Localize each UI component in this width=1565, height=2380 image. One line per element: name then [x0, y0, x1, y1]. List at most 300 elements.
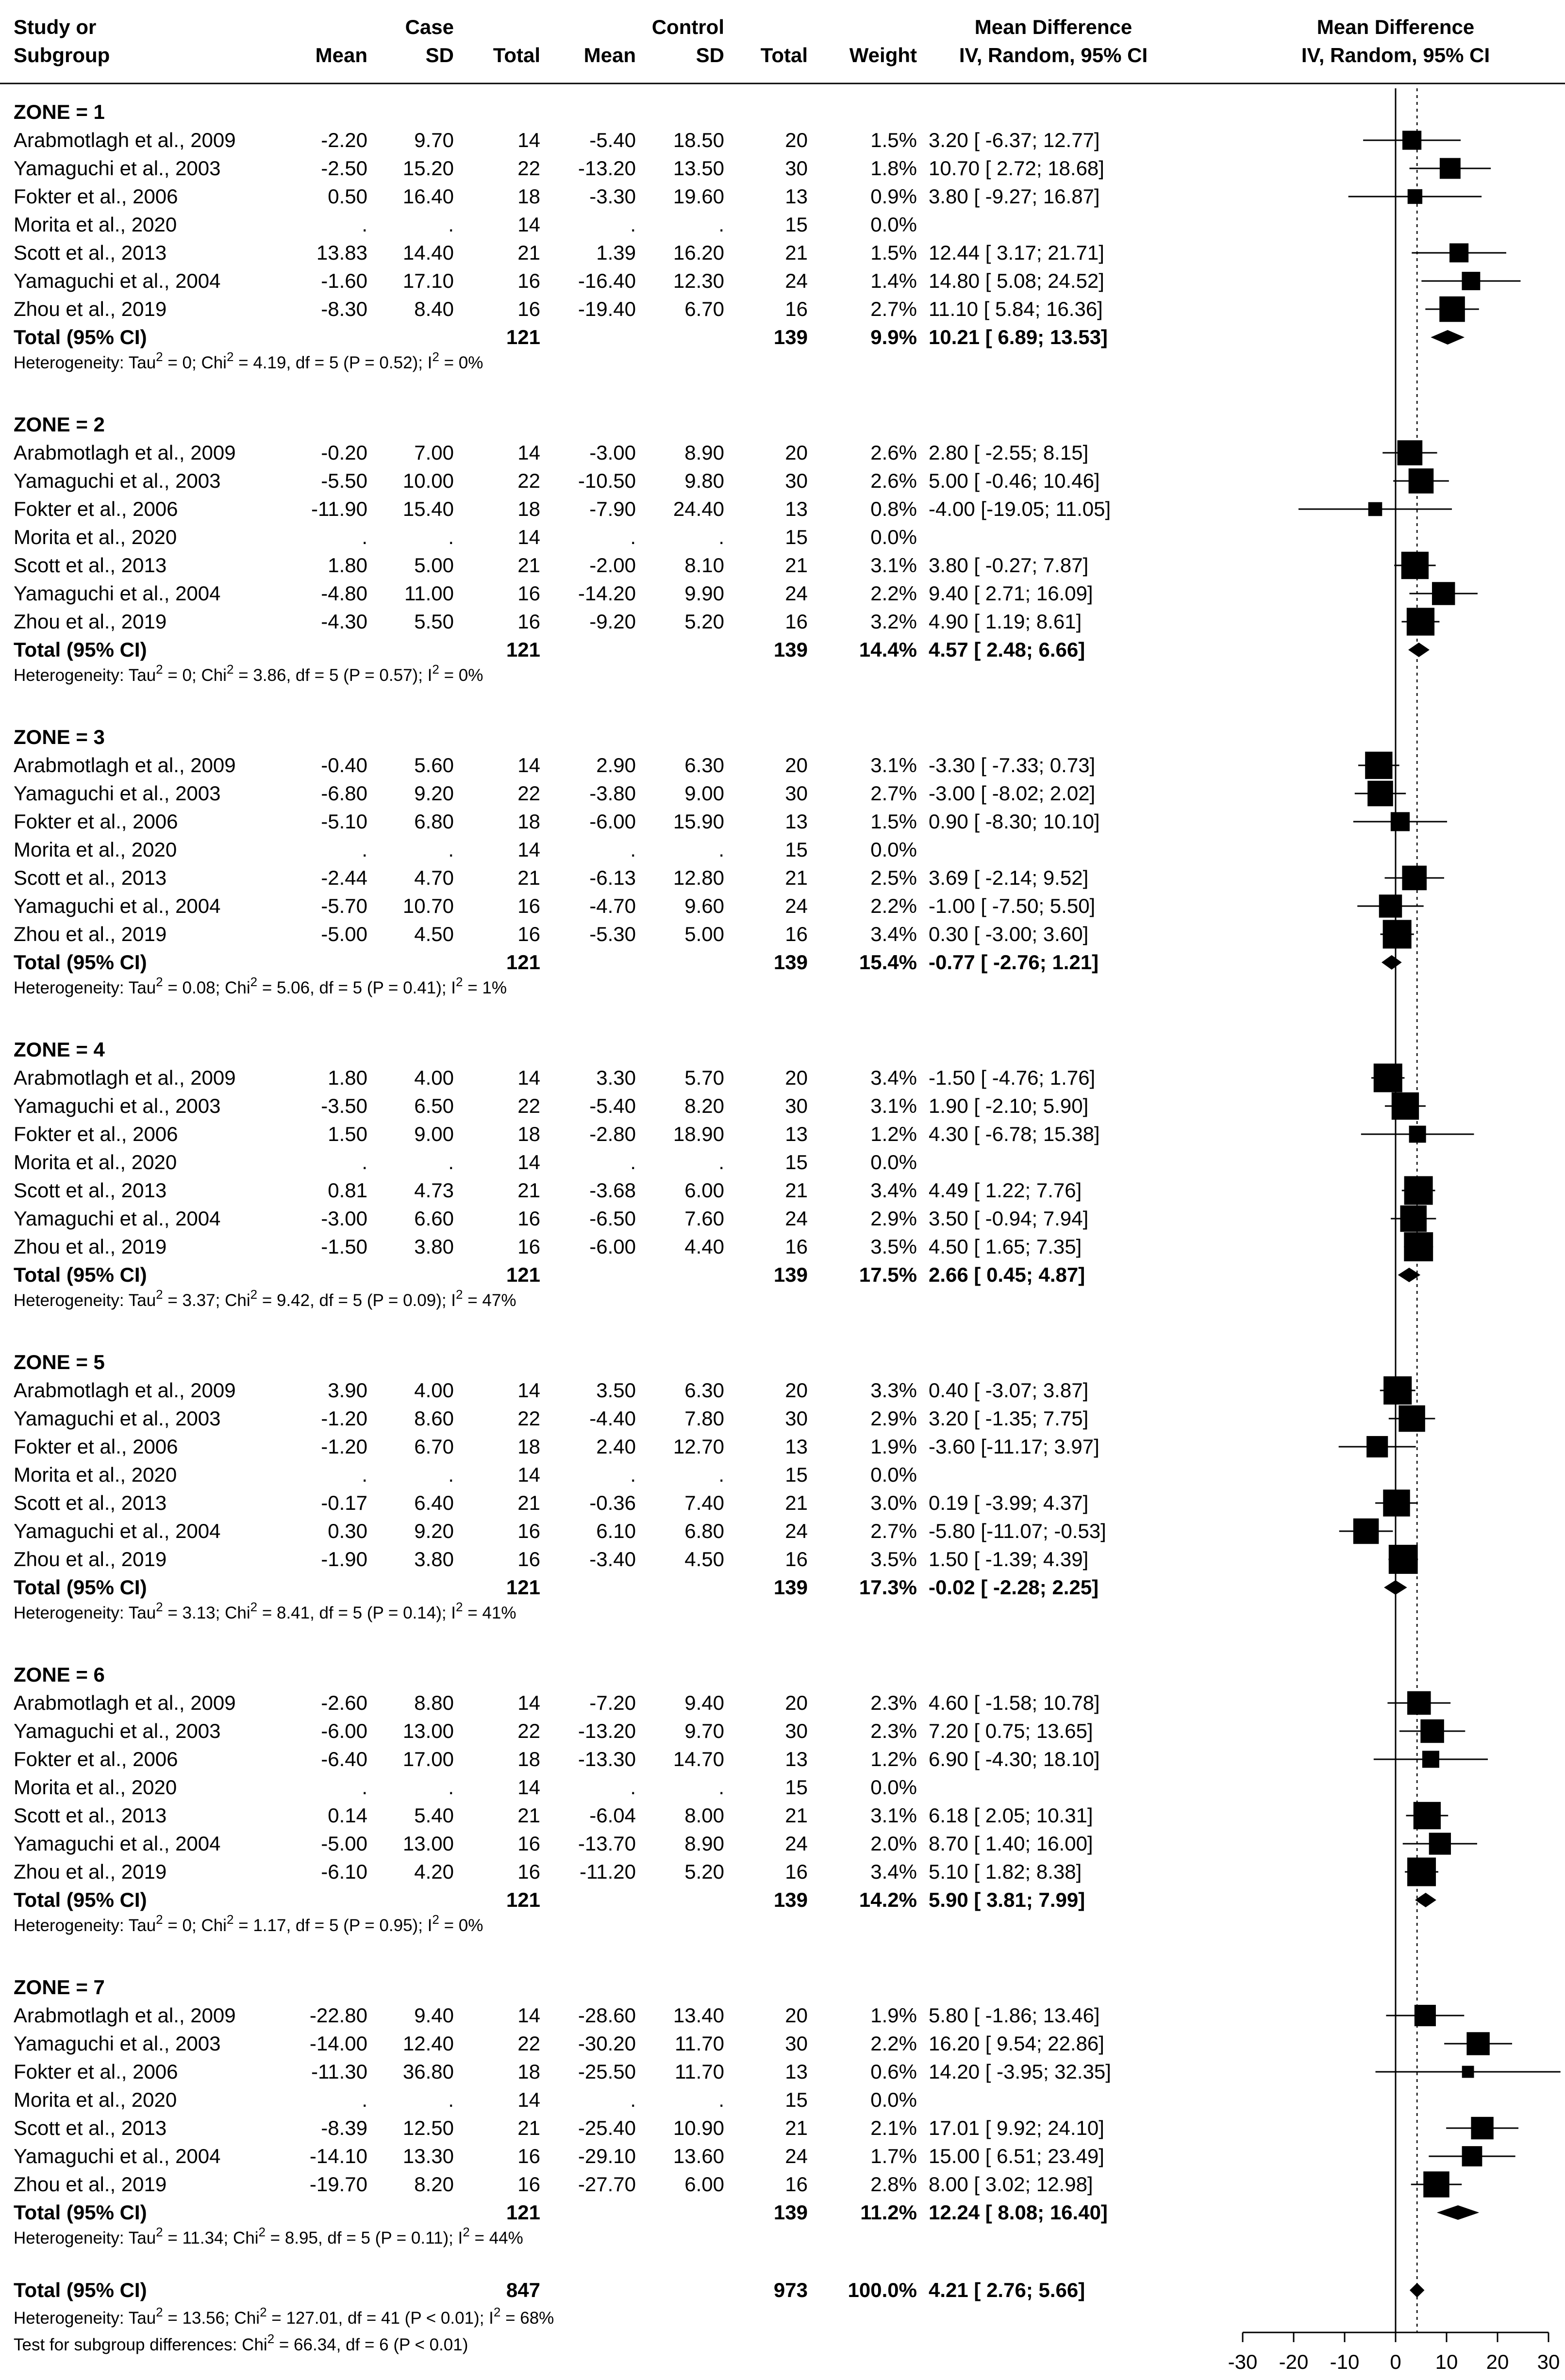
control-mean-cell: 2.40 — [596, 1435, 636, 1458]
case-total-cell: 22 — [517, 1719, 540, 1742]
study-name: Yamaguchi et al., 2004 — [14, 1207, 221, 1230]
effect-square — [1404, 1232, 1433, 1261]
control-mean-cell: -25.50 — [578, 2060, 636, 2083]
control-mean-cell: -3.68 — [589, 1179, 636, 1202]
control-sd-cell: . — [718, 2088, 724, 2111]
total-ci: 10.21 [ 6.89; 13.53] — [929, 326, 1108, 348]
study-name: Zhou et al., 2019 — [14, 298, 167, 320]
case-mean-cell: -11.30 — [311, 2060, 367, 2083]
case-mean-cell: -2.44 — [321, 866, 367, 889]
case-total-cell: 16 — [517, 894, 540, 917]
control-total-cell: 21 — [785, 241, 808, 264]
case-sd-cell: . — [448, 526, 454, 548]
study-name: Scott et al., 2013 — [14, 241, 167, 264]
weight-cell: 1.4% — [870, 269, 917, 292]
header-control: Control — [651, 16, 724, 38]
weight-cell: 2.8% — [870, 2173, 917, 2196]
control-mean-cell: -13.20 — [578, 157, 636, 180]
case-total-cell: 18 — [517, 185, 540, 208]
weight-cell: 1.8% — [870, 157, 917, 180]
case-sd-cell: 8.40 — [414, 298, 454, 320]
control-total-cell: 20 — [785, 1066, 808, 1089]
effect-square — [1407, 608, 1434, 635]
control-sd-cell: 5.00 — [684, 923, 724, 945]
case-sd-cell: 3.80 — [414, 1548, 454, 1570]
case-sd-cell: 9.40 — [414, 2004, 454, 2027]
header-case-mean: Mean — [315, 44, 367, 66]
x-tick-label: 0 — [1390, 2350, 1401, 2373]
case-sd-cell: 9.00 — [414, 1123, 454, 1145]
header-md-line2: IV, Random, 95% CI — [959, 44, 1148, 66]
case-total-cell: 16 — [517, 1520, 540, 1542]
control-sd-cell: 5.20 — [684, 1860, 724, 1883]
case-total-cell: 14 — [517, 1151, 540, 1173]
control-mean-cell: 3.50 — [596, 1379, 636, 1402]
total-label: Total (95% CI) — [14, 2201, 147, 2224]
weight-cell: 3.1% — [870, 1094, 917, 1117]
study-name: Yamaguchi et al., 2004 — [14, 1520, 221, 1542]
case-total-cell: 16 — [517, 923, 540, 945]
control-sd-cell: 9.70 — [684, 1719, 724, 1742]
case-mean-cell: 1.50 — [328, 1123, 367, 1145]
case-total-cell: 16 — [517, 1832, 540, 1855]
total-label: Total (95% CI) — [14, 326, 147, 348]
case-sd-cell: . — [448, 838, 454, 861]
weight-cell: 2.5% — [870, 866, 917, 889]
total-weight: 100.0% — [848, 2279, 917, 2301]
control-mean-cell: -29.10 — [578, 2145, 636, 2167]
case-total-cell: 22 — [517, 1407, 540, 1430]
control-sd-cell: 18.50 — [673, 129, 724, 151]
control-total-cell: 15 — [785, 1463, 808, 1486]
study-name: Morita et al., 2020 — [14, 2088, 177, 2111]
study-name: Fokter et al., 2006 — [14, 810, 178, 833]
control-total-cell: 21 — [785, 1804, 808, 1827]
study-name: Scott et al., 2013 — [14, 2116, 167, 2139]
header-md-line1: Mean Difference — [974, 16, 1132, 38]
control-total-cell: 21 — [785, 554, 808, 577]
total-case-n: 847 — [506, 2279, 540, 2301]
control-total-cell: 15 — [785, 213, 808, 236]
total-case-n: 121 — [506, 638, 540, 661]
weight-cell: 1.5% — [870, 810, 917, 833]
ci-cell: 0.30 [ -3.00; 3.60] — [929, 923, 1089, 945]
control-total-cell: 16 — [785, 1548, 808, 1570]
case-mean-cell: -5.00 — [321, 1832, 367, 1855]
study-name: Arabmotlagh et al., 2009 — [14, 1691, 236, 1714]
case-total-cell: 16 — [517, 1548, 540, 1570]
study-name: Yamaguchi et al., 2004 — [14, 894, 221, 917]
case-mean-cell: -5.50 — [321, 469, 367, 492]
case-sd-cell: 10.70 — [402, 894, 454, 917]
case-total-cell: 14 — [517, 2004, 540, 2027]
control-sd-cell: 13.60 — [673, 2145, 724, 2167]
case-mean-cell: -14.00 — [309, 2032, 367, 2055]
control-sd-cell: 11.70 — [675, 2032, 724, 2055]
case-mean-cell: . — [362, 838, 367, 861]
study-name: Morita et al., 2020 — [14, 526, 177, 548]
header-study-line1: Study or — [14, 16, 97, 38]
weight-cell: 2.6% — [870, 469, 917, 492]
total-case-n: 121 — [506, 951, 540, 974]
case-sd-cell: 6.50 — [414, 1094, 454, 1117]
effect-square — [1392, 1092, 1419, 1120]
control-total-cell: 13 — [785, 1123, 808, 1145]
study-name: Zhou et al., 2019 — [14, 1235, 167, 1258]
control-total-cell: 13 — [785, 497, 808, 520]
weight-cell: 2.2% — [870, 894, 917, 917]
effect-square — [1383, 1376, 1412, 1405]
control-total-cell: 13 — [785, 810, 808, 833]
case-sd-cell: 5.50 — [414, 610, 454, 633]
ci-cell: 11.10 [ 5.84; 16.36] — [929, 298, 1103, 320]
effect-square — [1391, 812, 1410, 831]
case-sd-cell: 13.00 — [402, 1832, 454, 1855]
weight-cell: 1.2% — [870, 1748, 917, 1770]
total-weight: 9.9% — [870, 326, 917, 348]
summary-diamond — [1382, 955, 1402, 970]
x-tick-label: -30 — [1228, 2350, 1258, 2373]
study-name: Morita et al., 2020 — [14, 213, 177, 236]
case-sd-cell: 8.80 — [414, 1691, 454, 1714]
control-mean-cell: -6.00 — [589, 810, 636, 833]
case-mean-cell: . — [362, 1463, 367, 1486]
control-sd-cell: 8.90 — [684, 441, 724, 464]
effect-square — [1379, 894, 1402, 917]
weight-cell: 1.9% — [870, 1435, 917, 1458]
ci-cell: 4.30 [ -6.78; 15.38] — [929, 1123, 1100, 1145]
ci-cell: 14.80 [ 5.08; 24.52] — [929, 269, 1104, 292]
case-mean-cell: -8.39 — [321, 2116, 367, 2139]
control-sd-cell: 4.50 — [684, 1548, 724, 1570]
control-total-cell: 13 — [785, 185, 808, 208]
case-mean-cell: -1.20 — [321, 1435, 367, 1458]
case-sd-cell: 13.30 — [402, 2145, 454, 2167]
case-total-cell: 14 — [517, 1066, 540, 1089]
case-total-cell: 14 — [517, 213, 540, 236]
control-sd-cell: 7.80 — [684, 1407, 724, 1430]
case-total-cell: 16 — [517, 269, 540, 292]
weight-cell: 3.2% — [870, 610, 917, 633]
study-name: Yamaguchi et al., 2003 — [14, 157, 221, 180]
ci-cell: 6.90 [ -4.30; 18.10] — [929, 1748, 1100, 1770]
total-label: Total (95% CI) — [14, 1888, 147, 1911]
weight-cell: 2.6% — [870, 441, 917, 464]
case-sd-cell: 15.20 — [402, 157, 454, 180]
total-label: Total (95% CI) — [14, 2279, 147, 2301]
control-mean-cell: -9.20 — [589, 610, 636, 633]
control-sd-cell: 8.10 — [684, 554, 724, 577]
case-mean-cell: . — [362, 1776, 367, 1799]
effect-square — [1439, 297, 1465, 322]
control-sd-cell: 15.90 — [673, 810, 724, 833]
header-plot-line1: Mean Difference — [1316, 16, 1475, 38]
case-total-cell: 21 — [517, 241, 540, 264]
case-sd-cell: 5.40 — [414, 1804, 454, 1827]
case-mean-cell: -2.20 — [321, 129, 367, 151]
heterogeneity-text: Heterogeneity: Tau$^2$ = 3.37; Chi$^2$ = 9.42, df = 5 (P = 0.09); $I^2 = 47\%$ — [14, 1287, 516, 1310]
total-ci: -0.77 [ -2.76; 1.21] — [929, 951, 1099, 974]
ci-cell: 4.90 [ 1.19; 8.61] — [929, 610, 1082, 633]
subgroup-label: ZONE = 2 — [14, 413, 105, 436]
effect-square — [1383, 920, 1412, 948]
control-sd-cell: . — [718, 526, 724, 548]
ci-cell: 5.00 [ -0.46; 10.46] — [929, 469, 1100, 492]
weight-cell: 3.0% — [870, 1491, 917, 1514]
case-mean-cell: -5.10 — [321, 810, 367, 833]
heterogeneity-text: Heterogeneity: Tau$^2$ = 0; Chi$^2$ = 3.86, df = 5 (P = 0.57); $I^2 = 0\%$ — [14, 662, 483, 685]
study-name: Arabmotlagh et al., 2009 — [14, 1066, 236, 1089]
effect-square — [1398, 440, 1423, 465]
total-control-n: 139 — [773, 638, 808, 661]
study-name: Scott et al., 2013 — [14, 866, 167, 889]
effect-square — [1366, 1436, 1388, 1457]
control-sd-cell: 9.80 — [684, 469, 724, 492]
study-name: Arabmotlagh et al., 2009 — [14, 1379, 236, 1402]
control-sd-cell: . — [718, 1463, 724, 1486]
effect-square — [1409, 1125, 1426, 1142]
total-control-n: 139 — [773, 326, 808, 348]
total-ci: 2.66 [ 0.45; 4.87] — [929, 1263, 1085, 1286]
ci-cell: 3.20 [ -1.35; 7.75] — [929, 1407, 1089, 1430]
effect-square — [1420, 1719, 1444, 1743]
case-sd-cell: 6.80 — [414, 810, 454, 833]
weight-cell: 3.1% — [870, 554, 917, 577]
case-mean-cell: -0.17 — [321, 1491, 367, 1514]
study-name: Arabmotlagh et al., 2009 — [14, 754, 236, 777]
weight-cell: 2.7% — [870, 1520, 917, 1542]
case-total-cell: 18 — [517, 497, 540, 520]
study-name: Morita et al., 2020 — [14, 1776, 177, 1799]
case-sd-cell: 6.70 — [414, 1435, 454, 1458]
total-control-n: 139 — [773, 1576, 808, 1599]
control-total-cell: 30 — [785, 2032, 808, 2055]
effect-square — [1389, 1545, 1418, 1574]
weight-cell: 3.1% — [870, 1804, 917, 1827]
case-mean-cell: -19.70 — [309, 2173, 367, 2196]
control-mean-cell: . — [630, 213, 636, 236]
total-weight: 17.3% — [859, 1576, 917, 1599]
control-mean-cell: -27.70 — [578, 2173, 636, 2196]
header-case-total: Total — [493, 44, 540, 66]
ci-cell: 16.20 [ 9.54; 22.86] — [929, 2032, 1104, 2055]
case-sd-cell: . — [448, 1463, 454, 1486]
case-total-cell: 14 — [517, 1776, 540, 1799]
heterogeneity-text: Heterogeneity: Tau$^2$ = 0.08; Chi$^2$ = 5.06, df = 5 (P = 0.41); $I^2 = 1\%$ — [14, 975, 507, 997]
case-total-cell: 16 — [517, 1860, 540, 1883]
study-name: Morita et al., 2020 — [14, 1151, 177, 1173]
subgroup-label: ZONE = 1 — [14, 100, 105, 123]
effect-square — [1402, 131, 1421, 149]
effect-square — [1399, 1405, 1425, 1432]
control-mean-cell: -6.13 — [589, 866, 636, 889]
weight-cell: 0.0% — [870, 526, 917, 548]
control-total-cell: 20 — [785, 1691, 808, 1714]
heterogeneity-text: Heterogeneity: Tau$^2$ = 0; Chi$^2$ = 1.17, df = 5 (P = 0.95); $I^2 = 0\%$ — [14, 1912, 483, 1935]
control-total-cell: 30 — [785, 1719, 808, 1742]
case-mean-cell: -6.40 — [321, 1748, 367, 1770]
case-total-cell: 16 — [517, 610, 540, 633]
case-total-cell: 16 — [517, 2145, 540, 2167]
control-mean-cell: 3.30 — [596, 1066, 636, 1089]
control-sd-cell: 8.20 — [684, 1094, 724, 1117]
ci-cell: 3.20 [ -6.37; 12.77] — [929, 129, 1100, 151]
effect-square — [1462, 272, 1480, 290]
total-label: Total (95% CI) — [14, 638, 147, 661]
x-tick-label: 20 — [1486, 2350, 1509, 2373]
case-mean-cell: -2.60 — [321, 1691, 367, 1714]
study-name: Yamaguchi et al., 2004 — [14, 269, 221, 292]
effect-square — [1462, 2146, 1482, 2166]
control-mean-cell: . — [630, 1151, 636, 1173]
total-label: Total (95% CI) — [14, 951, 147, 974]
ci-cell: 8.70 [ 1.40; 16.00] — [929, 1832, 1093, 1855]
overall-heterogeneity-text: Heterogeneity: Tau$^2$ = 13.56; Chi$^2$ = 127.01, df = 41 (P < 0.01); $I^2 = 68\%$ — [14, 2305, 554, 2328]
ci-cell: -3.30 [ -7.33; 0.73] — [929, 754, 1096, 777]
effect-square — [1429, 1833, 1451, 1854]
study-name: Yamaguchi et al., 2004 — [14, 582, 221, 605]
case-mean-cell: . — [362, 2088, 367, 2111]
case-total-cell: 14 — [517, 1691, 540, 1714]
control-total-cell: 30 — [785, 1407, 808, 1430]
control-total-cell: 21 — [785, 1179, 808, 1202]
study-name: Yamaguchi et al., 2004 — [14, 1832, 221, 1855]
weight-cell: 1.9% — [870, 2004, 917, 2027]
total-weight: 11.2% — [860, 2201, 917, 2224]
control-sd-cell: 6.30 — [684, 754, 724, 777]
case-sd-cell: . — [448, 2088, 454, 2111]
case-mean-cell: -1.50 — [321, 1235, 367, 1258]
control-mean-cell: -6.00 — [589, 1235, 636, 1258]
study-name: Yamaguchi et al., 2004 — [14, 2145, 221, 2167]
ci-cell: 3.50 [ -0.94; 7.94] — [929, 1207, 1089, 1230]
weight-cell: 3.5% — [870, 1235, 917, 1258]
case-sd-cell: 16.40 — [402, 185, 454, 208]
ci-cell: -3.00 [ -8.02; 2.02] — [929, 782, 1096, 805]
study-name: Fokter et al., 2006 — [14, 1748, 178, 1770]
effect-square — [1383, 1489, 1410, 1516]
control-mean-cell: . — [630, 838, 636, 861]
control-mean-cell: -3.80 — [589, 782, 636, 805]
case-total-cell: 22 — [517, 782, 540, 805]
study-name: Morita et al., 2020 — [14, 838, 177, 861]
control-sd-cell: 5.20 — [684, 610, 724, 633]
ci-cell: 5.80 [ -1.86; 13.46] — [929, 2004, 1100, 2027]
header-study-line2: Subgroup — [14, 44, 110, 66]
weight-cell: 0.0% — [870, 1776, 917, 1799]
case-mean-cell: 13.83 — [316, 241, 367, 264]
total-control-n: 139 — [773, 1888, 808, 1911]
study-name: Scott et al., 2013 — [14, 1804, 167, 1827]
weight-cell: 0.0% — [870, 1463, 917, 1486]
control-total-cell: 30 — [785, 469, 808, 492]
ci-cell: 7.20 [ 0.75; 13.65] — [929, 1719, 1093, 1742]
case-sd-cell: 8.20 — [414, 2173, 454, 2196]
case-total-cell: 22 — [517, 157, 540, 180]
x-tick-label: 10 — [1435, 2350, 1458, 2373]
weight-cell: 2.2% — [870, 2032, 917, 2055]
control-total-cell: 21 — [785, 2116, 808, 2139]
case-sd-cell: 17.10 — [402, 269, 454, 292]
ci-cell: -1.00 [ -7.50; 5.50] — [929, 894, 1096, 917]
control-sd-cell: . — [718, 213, 724, 236]
control-total-cell: 24 — [785, 894, 808, 917]
total-control-n: 139 — [773, 951, 808, 974]
study-name: Yamaguchi et al., 2003 — [14, 2032, 221, 2055]
control-sd-cell: 9.60 — [684, 894, 724, 917]
control-sd-cell: 7.40 — [684, 1491, 724, 1514]
subgroup-label: ZONE = 4 — [14, 1038, 105, 1061]
ci-cell: 0.19 [ -3.99; 4.37] — [929, 1491, 1089, 1514]
weight-cell: 2.0% — [870, 1832, 917, 1855]
control-total-cell: 20 — [785, 754, 808, 777]
weight-cell: 1.5% — [870, 129, 917, 151]
case-total-cell: 22 — [517, 1094, 540, 1117]
case-total-cell: 21 — [517, 1491, 540, 1514]
total-ci: 12.24 [ 8.08; 16.40] — [929, 2201, 1108, 2224]
weight-cell: 3.4% — [870, 1179, 917, 1202]
case-sd-cell: 7.00 — [414, 441, 454, 464]
control-sd-cell: 11.70 — [675, 2060, 724, 2083]
case-sd-cell: . — [448, 1776, 454, 1799]
weight-cell: 0.0% — [870, 1151, 917, 1173]
case-mean-cell: 1.80 — [328, 554, 367, 577]
header-plot-line2: IV, Random, 95% CI — [1301, 44, 1490, 66]
control-total-cell: 16 — [785, 1860, 808, 1883]
control-mean-cell: 6.10 — [596, 1520, 636, 1542]
control-sd-cell: 6.80 — [684, 1520, 724, 1542]
case-mean-cell: . — [362, 526, 367, 548]
case-mean-cell: -2.50 — [321, 157, 367, 180]
control-total-cell: 21 — [785, 866, 808, 889]
total-case-n: 121 — [506, 1576, 540, 1599]
total-control-n: 973 — [773, 2279, 808, 2301]
control-sd-cell: 12.70 — [673, 1435, 724, 1458]
study-name: Arabmotlagh et al., 2009 — [14, 441, 236, 464]
weight-cell: 0.0% — [870, 838, 917, 861]
case-mean-cell: -4.30 — [321, 610, 367, 633]
case-mean-cell: -6.00 — [321, 1719, 367, 1742]
case-sd-cell: 5.60 — [414, 754, 454, 777]
ci-cell: 4.50 [ 1.65; 7.35] — [929, 1235, 1082, 1258]
control-mean-cell: -30.20 — [578, 2032, 636, 2055]
case-sd-cell: 4.00 — [414, 1066, 454, 1089]
case-mean-cell: -5.70 — [321, 894, 367, 917]
heterogeneity-text: Heterogeneity: Tau$^2$ = 3.13; Chi$^2$ = 8.41, df = 5 (P = 0.14); $I^2 = 41\%$ — [14, 1600, 516, 1622]
subgroup-test-text: Test for subgroup differences: Chi$^2$ = 66.34, df = 6 (P < 0.01) — [14, 2331, 468, 2354]
control-total-cell: 15 — [785, 838, 808, 861]
ci-cell: -4.00 [-19.05; 11.05] — [929, 497, 1111, 520]
study-name: Zhou et al., 2019 — [14, 1548, 167, 1570]
study-name: Scott et al., 2013 — [14, 1491, 167, 1514]
case-sd-cell: 4.20 — [414, 1860, 454, 1883]
control-total-cell: 16 — [785, 1235, 808, 1258]
study-name: Arabmotlagh et al., 2009 — [14, 129, 236, 151]
case-sd-cell: 3.80 — [414, 1235, 454, 1258]
effect-square — [1374, 1063, 1402, 1092]
control-sd-cell: 13.40 — [673, 2004, 724, 2027]
total-label: Total (95% CI) — [14, 1263, 147, 1286]
ci-cell: 17.01 [ 9.92; 24.10] — [929, 2116, 1104, 2139]
total-weight: 14.4% — [859, 638, 917, 661]
ci-cell: 14.20 [ -3.95; 32.35] — [929, 2060, 1111, 2083]
case-mean-cell: 0.81 — [328, 1179, 367, 1202]
control-mean-cell: -0.36 — [589, 1491, 636, 1514]
case-mean-cell: 0.30 — [328, 1520, 367, 1542]
control-total-cell: 13 — [785, 1748, 808, 1770]
ci-cell: -1.50 [ -4.76; 1.76] — [929, 1066, 1096, 1089]
effect-square — [1432, 582, 1455, 605]
